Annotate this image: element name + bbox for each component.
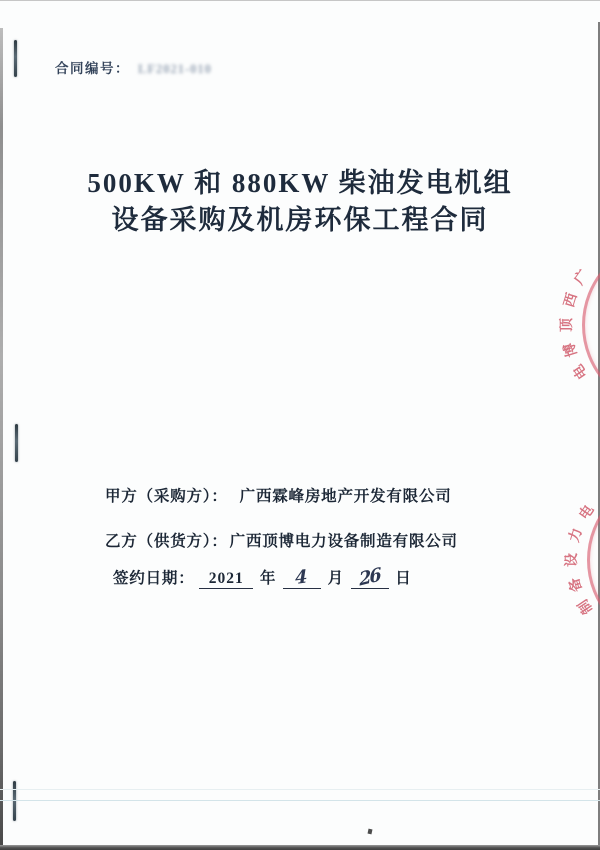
party-b-line <box>105 529 458 551</box>
seal-character: 电 <box>571 361 592 382</box>
staple-mark-top <box>14 40 17 77</box>
sign-date-line <box>113 566 414 589</box>
party-a-label: 甲方（采购方）： <box>105 488 228 505</box>
contract-title-line2: 设备采购及机房环保工程合同 <box>111 205 489 235</box>
seal-character: 电 <box>577 502 598 523</box>
party-a-name: 广西霖峰房地产开发有限公司 <box>239 488 452 505</box>
contract-number-line <box>55 57 212 77</box>
scan-artifact-line <box>0 789 600 790</box>
party-b-label: 乙方（供货方）： <box>105 533 228 550</box>
staple-mark-bottom <box>13 781 16 821</box>
seal-character: 制 <box>576 596 597 617</box>
seal-character: 广 <box>572 267 593 288</box>
sign-date-label: 签约日期： <box>113 570 195 587</box>
contract-number-value: LF2021-010 <box>138 62 212 76</box>
staple-mark-middle <box>15 424 18 462</box>
handwritten-day: 26 <box>358 564 381 591</box>
scan-edge-top <box>0 0 600 1</box>
month-unit: 月 <box>327 570 344 587</box>
scan-edge-left <box>0 28 3 850</box>
party-a-line <box>105 484 452 506</box>
seal-character: 设 <box>565 553 580 567</box>
scan-artifact-line <box>0 800 600 801</box>
handwritten-month: 4 <box>294 566 309 589</box>
scan-edge-bottom <box>0 845 600 850</box>
scan-artifact-speck <box>368 829 373 835</box>
sign-date-month <box>283 566 321 589</box>
contract-title-line1: 500KW 和 880KW 柴油发电机组 <box>87 168 513 198</box>
seal-character: 力 <box>567 526 586 545</box>
day-unit: 日 <box>395 570 412 587</box>
seal-character: 备 <box>567 575 586 594</box>
contract-title <box>0 165 600 239</box>
seal-character: 博 <box>562 340 581 359</box>
year-unit: 年 <box>259 570 277 587</box>
seal-character: 西 <box>562 291 581 310</box>
contract-number-label: 合同编号： <box>55 61 130 76</box>
sign-date-year: 2021 <box>199 570 253 589</box>
sign-date-day <box>351 564 389 591</box>
seal-character: 顶 <box>560 318 575 332</box>
party-b-name: 广西顶博电力设备制造有限公司 <box>229 533 458 550</box>
